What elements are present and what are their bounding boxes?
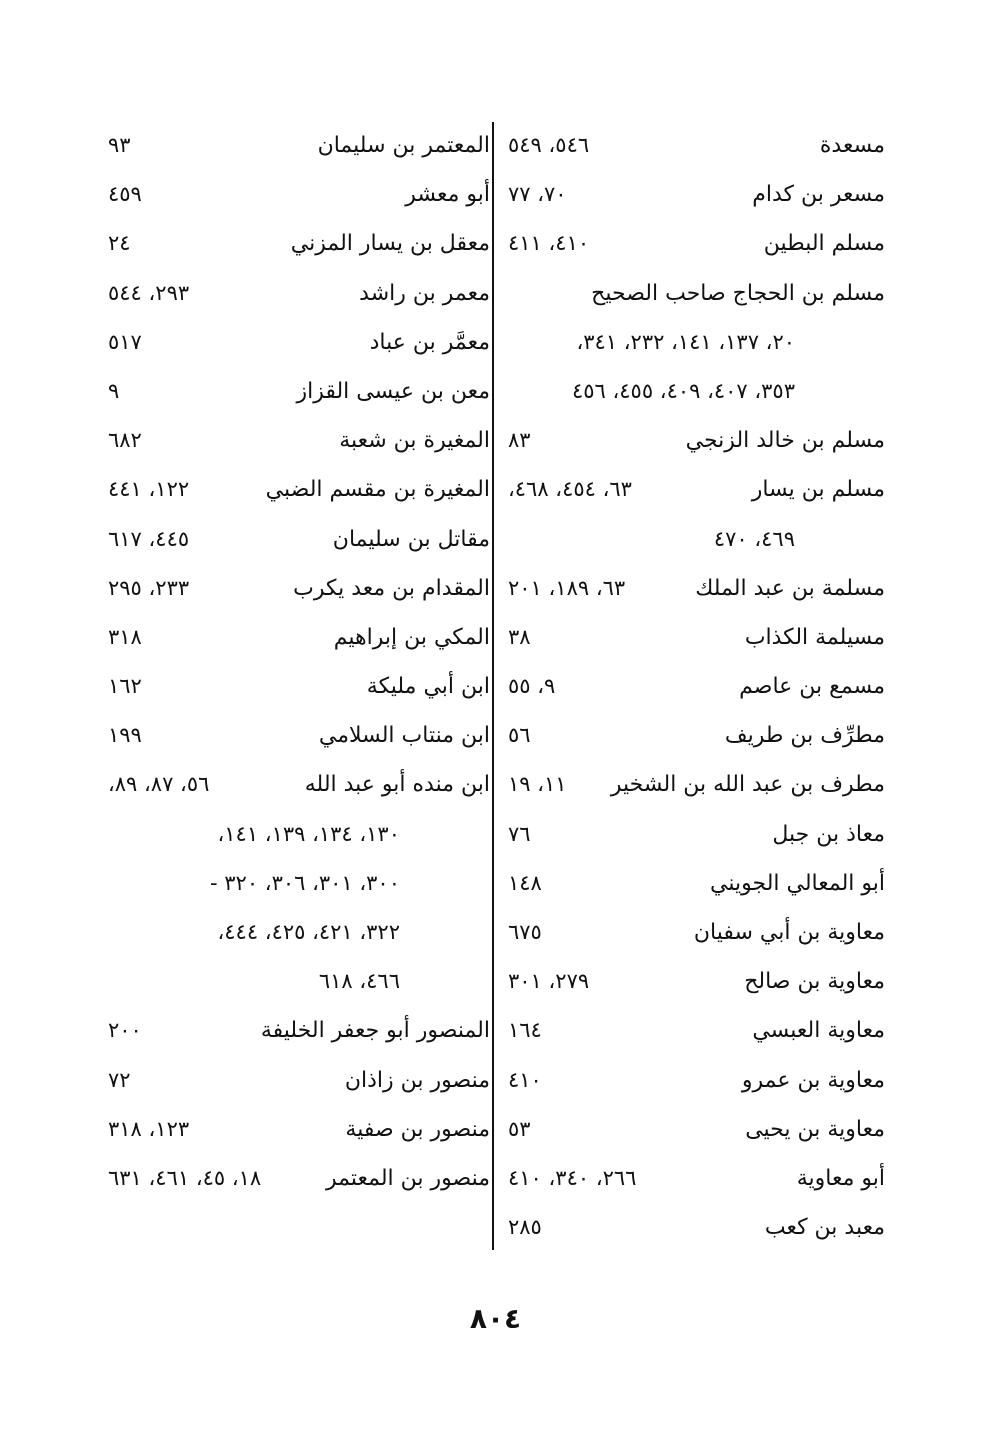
- entry-name: أبو معاوية: [796, 1165, 885, 1191]
- index-entry: [100, 1006, 490, 1055]
- entry-pages: ٧٢: [108, 1067, 131, 1092]
- entry-pages: ٦٣، ١٨٩، ٢٠١: [508, 575, 626, 600]
- entry-name: مسمع بن عاصم: [739, 674, 885, 700]
- entry-pages: ١٦٤: [508, 1018, 542, 1043]
- index-entry: [500, 613, 885, 662]
- entry-name: مطرف بن عبد الله بن الشخير: [610, 772, 885, 798]
- entry-pages: ٦٧٥: [508, 920, 542, 944]
- entry-pages: ٢٠، ١٣٧، ١٤١، ٢٣٢، ٣٤١،: [576, 329, 795, 354]
- entry-name: المغيرة بن مقسم الضبي: [265, 477, 490, 503]
- index-entry: [500, 711, 885, 760]
- entry-pages: ٢٩٣، ٥٤٤: [108, 280, 190, 305]
- entry-pages: ٦٣، ٤٥٤، ٤٦٨،: [508, 477, 632, 502]
- entry-pages: ٣٨: [508, 624, 531, 649]
- entry-name: معاوية بن عمرو: [741, 1067, 885, 1093]
- entry-pages: ٧٦: [508, 821, 531, 846]
- index-column-right: [500, 121, 885, 1252]
- index-entry: [500, 908, 885, 957]
- entry-name: معقل بن يسار المزني: [290, 231, 490, 257]
- index-entry: [100, 269, 490, 318]
- index-entry: [500, 1154, 885, 1203]
- entry-pages: ١٨، ٤٥، ٤٦١، ٦٣١: [108, 1165, 262, 1190]
- entry-pages: ٢٨٥: [508, 1215, 542, 1240]
- entry-name: ابن منتاب السلامي: [318, 723, 490, 749]
- entry-name: مسعر بن كدام: [752, 182, 885, 208]
- entry-pages: ٣٠٠، ٣٠١، ٣٠٦، ٣٢٠ -: [210, 870, 400, 895]
- index-entry: [500, 957, 885, 1006]
- entry-pages: ٢٦٦، ٣٤٠، ٤١٠: [508, 1165, 637, 1190]
- index-entry: [500, 121, 885, 170]
- entry-pages: ٤٦٩، ٤٧٠: [713, 526, 795, 551]
- entry-pages: ٩٣: [108, 133, 131, 157]
- entry-name: ابن منده أبو عبد الله: [304, 772, 490, 798]
- index-entry: [100, 760, 490, 809]
- entry-name: مسلم البطين: [763, 231, 885, 257]
- entry-name: مسعدة: [819, 133, 885, 158]
- index-entry: [500, 367, 885, 416]
- index-entry: [500, 1006, 885, 1055]
- index-entry: [100, 515, 490, 564]
- entry-pages: ١٣٠، ١٣٤، ١٣٩، ١٤١،: [217, 821, 400, 846]
- index-entry: [100, 219, 490, 268]
- entry-name: معن بن عيسى القزاز: [296, 378, 490, 404]
- entry-pages: ٥٣: [508, 1116, 531, 1141]
- entry-name: مقاتل بن سليمان: [332, 526, 490, 552]
- entry-name: المقدام بن معد يكرب: [293, 575, 490, 601]
- index-entry: [100, 564, 490, 613]
- entry-name: أبو المعالي الجويني: [710, 870, 885, 896]
- entry-pages: ٨٣: [508, 428, 531, 453]
- index-entry: [100, 1105, 490, 1154]
- index-entry: [500, 859, 885, 908]
- entry-name: مسلم بن الحجاج صاحب الصحيح: [591, 280, 885, 306]
- index-entry: [500, 810, 885, 859]
- index-entry: [100, 662, 490, 711]
- index-entry: [500, 465, 885, 514]
- index-entry: [100, 121, 490, 170]
- entry-pages: ٩، ٥٥: [508, 674, 556, 699]
- entry-pages: ١٦٢: [108, 674, 142, 699]
- index-entry: [500, 170, 885, 219]
- entry-name: مسلمة بن عبد الملك: [695, 575, 885, 601]
- entry-name: معاذ بن جبل: [772, 821, 885, 847]
- entry-name: المكي بن إبراهيم: [333, 624, 490, 650]
- index-entry: [100, 613, 490, 662]
- index-entry: [100, 465, 490, 514]
- index-entry: [500, 416, 885, 465]
- entry-name: منصور بن زاذان: [344, 1067, 490, 1093]
- entry-pages: ٤٥٩: [108, 182, 142, 207]
- entry-pages: ٥٤٦، ٥٤٩: [508, 133, 590, 157]
- index-entry: [500, 515, 885, 564]
- page-number: ٨٠٤: [469, 1302, 522, 1335]
- entry-pages: ٤١٠، ٤١١: [508, 231, 590, 256]
- index-entry: [500, 269, 885, 318]
- entry-name: معمَّر بن عباد: [369, 329, 490, 355]
- entry-pages: ٢٤: [108, 231, 131, 256]
- entry-pages: ٤٤٥، ٦١٧: [108, 526, 190, 551]
- entry-pages: ٦٨٢: [108, 428, 142, 453]
- index-entry: [100, 367, 490, 416]
- index-entry: [100, 1056, 490, 1105]
- index-entry: [100, 810, 490, 859]
- entry-name: معاوية العبسي: [752, 1018, 885, 1044]
- entry-pages: ٧٠، ٧٧: [508, 182, 567, 207]
- entry-pages: ٣٥٣، ٤٠٧، ٤٠٩، ٤٥٥، ٤٥٦: [571, 378, 795, 403]
- entry-pages: ٩: [108, 378, 120, 403]
- index-entry: [100, 170, 490, 219]
- entry-name: منصور بن المعتمر: [326, 1165, 490, 1191]
- entry-name: معاوية بن يحيى: [745, 1116, 885, 1142]
- entry-name: مسلم بن يسار: [751, 477, 885, 503]
- entry-name: المنصور أبو جعفر الخليفة: [260, 1018, 490, 1044]
- entry-pages: ٣٢٢، ٤٢١، ٤٢٥، ٤٤٤،: [217, 920, 400, 944]
- entry-name: المغيرة بن شعبة: [339, 428, 490, 454]
- entry-name: مسلم بن خالد الزنجي: [685, 428, 885, 454]
- index-entry: [100, 908, 490, 957]
- index-entry: [500, 1056, 885, 1105]
- entry-name: معاوية بن صالح: [744, 969, 885, 995]
- entry-pages: ١٢٣، ٣١٨: [108, 1116, 190, 1141]
- index-entry: [500, 564, 885, 613]
- index-entry: [100, 416, 490, 465]
- index-entry: [500, 318, 885, 367]
- entry-pages: ١١، ١٩: [508, 772, 567, 797]
- entry-name: ابن أبي مليكة: [366, 674, 490, 700]
- entry-pages: ٢٣٣، ٢٩٥: [108, 575, 190, 600]
- entry-pages: ٥٦: [508, 723, 531, 748]
- index-entry: [500, 1203, 885, 1252]
- entry-pages: ٣١٨: [108, 624, 142, 649]
- entry-pages: ٢٧٩، ٣٠١: [508, 969, 590, 994]
- index-entry: [500, 1105, 885, 1154]
- entry-pages: ١٤٨: [508, 870, 542, 895]
- entry-pages: ١٩٩: [108, 723, 142, 748]
- entry-pages: ٤١٠: [508, 1067, 542, 1092]
- entry-name: المعتمر بن سليمان: [317, 133, 490, 158]
- index-column-left: [100, 121, 490, 1203]
- entry-pages: ١٢٢، ٤٤١: [108, 477, 190, 502]
- index-entry: [100, 957, 490, 1006]
- entry-pages: ٥١٧: [108, 329, 142, 354]
- entry-pages: ٤٦٦، ٦١٨: [318, 969, 400, 994]
- index-entry: [100, 318, 490, 367]
- entry-name: معمر بن راشد: [359, 280, 490, 306]
- entry-name: مطرِّف بن طريف: [724, 723, 885, 749]
- column-divider: [492, 122, 494, 1250]
- entry-name: مسيلمة الكذاب: [744, 624, 885, 650]
- index-entry: [500, 760, 885, 809]
- index-entry: [100, 1154, 490, 1203]
- entry-name: معاوية بن أبي سفيان: [693, 920, 885, 945]
- entry-name: أبو معشر: [405, 182, 490, 208]
- index-entry: [100, 859, 490, 908]
- entry-name: معبد بن كعب: [764, 1215, 885, 1241]
- index-entry: [100, 711, 490, 760]
- entry-pages: ٢٠٠: [108, 1018, 142, 1043]
- index-entry: [500, 662, 885, 711]
- index-entry: [500, 219, 885, 268]
- entry-name: منصور بن صفية: [345, 1116, 490, 1142]
- entry-pages: ٥٦، ٨٧، ٨٩،: [108, 772, 210, 797]
